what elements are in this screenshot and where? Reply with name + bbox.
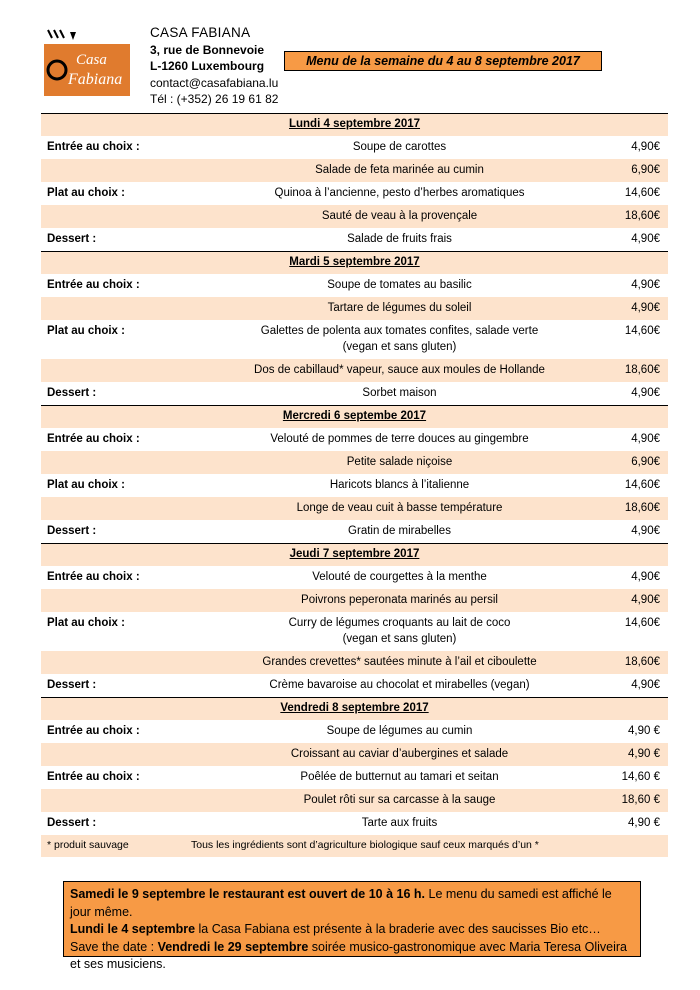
menu-row (41, 566, 668, 589)
dish-price: 4,90€ (631, 594, 660, 606)
dish-price: 4,90€ (631, 141, 660, 153)
dish-note: (vegan et sans gluten) (342, 341, 457, 353)
notice-box (63, 881, 641, 971)
menu-row (41, 520, 668, 543)
dish-main-text: Salade de fruits frais (347, 233, 452, 245)
course-category: Dessert : (47, 679, 97, 691)
dish-price: 14,60€ (624, 479, 660, 491)
dish-price: 4,90€ (631, 679, 660, 691)
dish-main-text: Dos de cabillaud* vapeur, sauce aux moules de Hollande (254, 364, 545, 376)
contact-block (150, 25, 278, 108)
notice-line-3: Save the date : Vendredi le 29 septembre soirée musico-gastronomique avec Maria Teresa Oliveira et ses musiciens. (70, 939, 627, 971)
dish-price: 14,60€ (624, 187, 660, 199)
dish-main-text: Soupe de tomates au basilic (327, 279, 472, 291)
menu-row (41, 651, 668, 674)
dish-price: 18,60 € (621, 794, 660, 806)
dish-price: 18,60€ (624, 502, 660, 514)
day-heading: Mercredi 6 septembe 2017 (41, 405, 668, 428)
dish-name (41, 297, 668, 320)
casa-fabiana-logo (44, 28, 130, 96)
dish-price: 6,90€ (631, 164, 660, 176)
dish-price: 4,90 € (628, 817, 660, 829)
dish-main-text: Soupe de légumes au cumin (326, 725, 473, 737)
dish-price: 4,90€ (631, 387, 660, 399)
day-heading: Jeudi 7 septembre 2017 (41, 543, 668, 566)
dish-name (41, 474, 668, 497)
course-category: Entrée au choix : (47, 771, 140, 783)
dish-name (41, 451, 668, 474)
dish-main-text: Salade de feta marinée au cumin (315, 164, 484, 176)
menu-row (41, 674, 668, 697)
menu-row (41, 451, 668, 474)
day-heading: Vendredi 8 septembre 2017 (41, 697, 668, 720)
dish-main-text: Croissant au caviar d’aubergines et salade (290, 748, 509, 760)
dish-price: 4,90€ (631, 302, 660, 314)
dish-name (41, 789, 668, 812)
dish-main-text: Poulet rôti sur sa carcasse à la sauge (303, 794, 496, 806)
dish-price: 4,90 € (628, 725, 660, 737)
email-address[interactable]: contact@casafabiana.lu (150, 75, 279, 90)
course-category: Plat au choix : (47, 617, 125, 629)
dish-price: 4,90€ (631, 525, 660, 537)
dish-main-text: Curry de légumes croquants au lait de coco (288, 617, 511, 629)
dish-price: 6,90€ (631, 456, 660, 468)
dish-main-text: Velouté de courgettes à la menthe (312, 571, 487, 583)
course-category: Entrée au choix : (47, 279, 140, 291)
dish-price: 4,90€ (631, 233, 660, 245)
menu-row (41, 812, 668, 835)
menu-row (41, 205, 668, 228)
dish-main-text: Grandes crevettes* sautées minute à l’ail et ciboulette (262, 656, 537, 668)
menu-row (41, 274, 668, 297)
day-heading: Mardi 5 septembre 2017 (41, 251, 668, 274)
menu-row (41, 743, 668, 766)
dish-name (41, 497, 668, 520)
menu-row (41, 612, 668, 651)
menu-row (41, 159, 668, 182)
dish-name (41, 359, 668, 382)
dish-name (41, 205, 668, 228)
course-category: Dessert : (47, 817, 97, 829)
dish-price: 4,90€ (631, 571, 660, 583)
dish-main-text: Gratin de mirabelles (348, 525, 451, 537)
dish-price: 14,60 € (621, 771, 660, 783)
phone-number: Tél : (+352) 26 19 61 82 (150, 92, 279, 106)
dish-name (41, 320, 668, 359)
dish-price: 18,60€ (624, 656, 660, 668)
dish-main-text: Poêlée de butternut au tamari et seitan (300, 771, 499, 783)
dish-main-text: Crème bavaroise au chocolat et mirabelles (vegan) (269, 679, 530, 691)
street-address: 3, rue de Bonnevoie (150, 42, 265, 57)
dish-name (41, 228, 668, 251)
dish-note: (vegan et sans gluten) (342, 633, 457, 645)
menu-row (41, 789, 668, 812)
menu-row (41, 136, 668, 159)
notice-line-2: Lundi le 4 septembre la Casa Fabiana est présente à la braderie avec des saucisses Bio etc… (70, 922, 601, 936)
dish-name (41, 520, 668, 543)
dish-price: 4,90 € (628, 748, 660, 760)
menu-row (41, 766, 668, 789)
dish-main-text: Sauté de veau à la provençale (321, 210, 478, 222)
dish-price: 4,90€ (631, 433, 660, 445)
menu-row (41, 720, 668, 743)
dish-main-text: Quinoa à l’ancienne, pesto d’herbes aromatiques (274, 187, 525, 199)
dish-name (41, 743, 668, 766)
dish-main-text: Soupe de carottes (352, 141, 447, 153)
menu-row (41, 297, 668, 320)
menu-row (41, 428, 668, 451)
dish-price: 4,90€ (631, 279, 660, 291)
dish-main-text: Velouté de pommes de terre douces au gingembre (270, 433, 529, 445)
dish-price: 18,60€ (624, 364, 660, 376)
dish-name (41, 182, 668, 205)
footnote-row (41, 835, 668, 857)
dish-name (41, 612, 668, 651)
course-category: Dessert : (47, 233, 97, 245)
dish-main-text: Tartare de légumes du soleil (327, 302, 472, 314)
menu-row (41, 320, 668, 359)
dish-price: 14,60€ (624, 617, 660, 629)
dish-name (41, 651, 668, 674)
menu-row (41, 474, 668, 497)
dish-name (41, 382, 668, 405)
notice-line-1: Samedi le 9 septembre le restaurant est ouvert de 10 à 16 h. Le menu du samedi est affiché le jour même. (70, 887, 612, 919)
logo-text-fabiana: Fabiana (68, 71, 123, 88)
course-category: Entrée au choix : (47, 571, 140, 583)
dish-main-text: Poivrons peperonata marinés au persil (301, 594, 498, 606)
dish-name (41, 589, 668, 612)
dish-main-text: Galettes de polenta aux tomates confites, salade verte (260, 325, 539, 337)
footnote-organic: Tous les ingrédients sont d’agriculture biologique sauf ceux marqués d’un * (191, 839, 539, 851)
dish-main-text: Sorbet maison (362, 387, 437, 399)
weekly-menu-table (41, 113, 668, 857)
menu-row (41, 359, 668, 382)
course-category: Dessert : (47, 525, 97, 537)
course-category: Dessert : (47, 387, 97, 399)
dish-name (41, 812, 668, 835)
menu-row (41, 497, 668, 520)
dish-main-text: Haricots blancs à l’italienne (329, 479, 470, 491)
course-category: Plat au choix : (47, 325, 125, 337)
course-category: Plat au choix : (47, 479, 125, 491)
course-category: Entrée au choix : (47, 725, 140, 737)
menu-row (41, 589, 668, 612)
dish-main-text: Longe de veau cuit à basse température (296, 502, 503, 514)
restaurant-name: CASA FABIANA (150, 25, 251, 40)
menu-title: Menu de la semaine du 4 au 8 septembre 2017 (284, 51, 602, 71)
menu-row (41, 182, 668, 205)
dish-main-text: Tarte aux fruits (361, 817, 438, 829)
page-header (0, 0, 700, 110)
footnote-wild-product: * produit sauvage (47, 839, 129, 851)
dish-main-text: Petite salade niçoise (346, 456, 453, 468)
logo-text-casa: Casa (76, 52, 107, 68)
dish-name (41, 674, 668, 697)
dish-name (41, 159, 668, 182)
course-category: Entrée au choix : (47, 141, 140, 153)
day-heading: Lundi 4 septembre 2017 (41, 113, 668, 136)
city-address: L-1260 Luxembourg (150, 59, 265, 73)
course-category: Entrée au choix : (47, 433, 140, 445)
menu-row (41, 228, 668, 251)
menu-row (41, 382, 668, 405)
dish-price: 14,60€ (624, 325, 660, 337)
course-category: Plat au choix : (47, 187, 125, 199)
dish-price: 18,60€ (624, 210, 660, 222)
